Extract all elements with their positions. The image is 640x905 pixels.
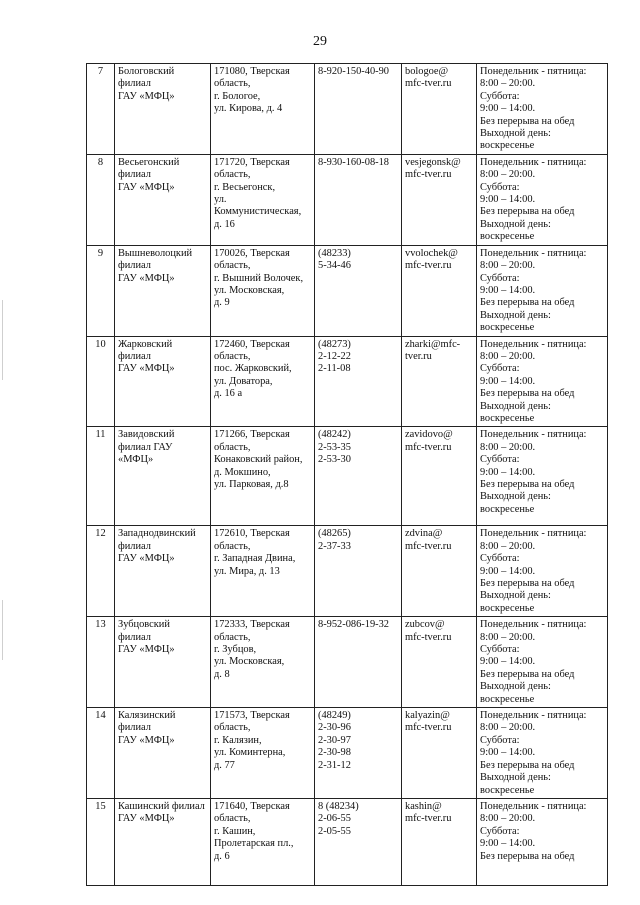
table-row <box>87 798 608 885</box>
hours-line: Выходной день: <box>480 128 551 140</box>
address-cell <box>211 245 315 336</box>
phone-line: 8-930-160-08-18 <box>318 156 389 168</box>
hours-line: Понедельник - пятница: <box>480 800 587 812</box>
hours-line: воскресенье <box>480 231 535 243</box>
phone-cell <box>315 64 402 155</box>
address-line: д. Мокшино, <box>214 466 271 478</box>
table-row <box>87 64 608 155</box>
email-line: vesjegonsk@ <box>405 156 461 168</box>
hours-line: Понедельник - пятница: <box>480 247 587 259</box>
address-line: область, <box>214 169 251 181</box>
scan-edge-mark <box>2 300 3 380</box>
table-row <box>87 617 608 708</box>
hours-line: Суббота: <box>480 553 520 565</box>
address-line: 171266, Тверская <box>214 429 290 441</box>
working-hours-cell <box>477 526 608 617</box>
hours-line: 9:00 – 14:00. <box>480 375 536 387</box>
name-line: филиал <box>118 722 151 734</box>
hours-line: Понедельник - пятница: <box>480 66 587 77</box>
address-cell <box>211 526 315 617</box>
phone-line: 2-31-12 <box>318 759 351 771</box>
email-line: mfc-tver.ru <box>405 631 452 643</box>
address-cell <box>211 708 315 799</box>
address-cell <box>211 427 315 526</box>
name-line: ГАУ «МФЦ» <box>118 181 175 193</box>
phone-line: 8-952-086-19-32 <box>318 619 389 631</box>
email-line: mfc-tver.ru <box>405 722 452 734</box>
address-line: 171720, Тверская <box>214 156 290 168</box>
branch-name-cell <box>115 708 211 799</box>
table-row <box>87 526 608 617</box>
phone-line: 2-06-55 <box>318 813 351 825</box>
address-line: д. 77 <box>214 759 235 771</box>
address-line: 172610, Тверская <box>214 528 290 540</box>
row-number: 7 <box>87 64 115 155</box>
name-line: Калязинский <box>118 710 176 722</box>
email-cell <box>402 154 477 245</box>
address-line: пос. Жарковский, <box>214 363 292 375</box>
working-hours-cell <box>477 427 608 526</box>
email-cell <box>402 526 477 617</box>
email-line: vvolochek@ <box>405 247 458 259</box>
hours-line: 8:00 – 20:00. <box>480 260 536 272</box>
name-line: ГАУ «МФЦ» <box>118 363 175 375</box>
email-line: tver.ru <box>405 350 432 362</box>
address-line: ул. Доватора, <box>214 375 273 387</box>
email-cell <box>402 708 477 799</box>
email-line: mfc-tver.ru <box>405 78 452 90</box>
phone-cell <box>315 245 402 336</box>
table-body <box>87 64 608 886</box>
phone-cell <box>315 617 402 708</box>
phone-line: 8-920-150-40-90 <box>318 66 389 77</box>
hours-line: Выходной день: <box>480 218 551 230</box>
scan-edge-mark <box>2 600 3 660</box>
email-cell <box>402 245 477 336</box>
phone-cell <box>315 798 402 885</box>
branch-name-cell <box>115 427 211 526</box>
name-line: «МФЦ» <box>118 454 154 466</box>
phone-line: 2-05-55 <box>318 825 351 837</box>
working-hours-cell <box>477 708 608 799</box>
address-line: ул. Мира, д. 13 <box>214 565 280 577</box>
hours-line: Без перерыва на обед <box>480 578 575 589</box>
email-line: kalyazin@ <box>405 710 450 722</box>
hours-line: Выходной день: <box>480 772 551 784</box>
email-cell <box>402 336 477 427</box>
table-row <box>87 427 608 526</box>
name-line: Завидовский <box>118 429 175 441</box>
name-line: Зубцовский <box>118 619 170 631</box>
address-cell <box>211 336 315 427</box>
address-line: ул. <box>214 194 227 206</box>
hours-line: Суббота: <box>480 90 520 102</box>
hours-line: Без перерыва на обед <box>480 388 575 400</box>
hours-line: Суббота: <box>480 181 520 193</box>
hours-line: воскресенье <box>480 784 535 796</box>
address-line: г. Кашин, <box>214 825 256 837</box>
hours-line: Выходной день: <box>480 491 551 503</box>
hours-line: Без перерыва на обед <box>480 668 575 680</box>
hours-line: Суббота: <box>480 454 520 466</box>
phone-line: (48233) <box>318 247 351 259</box>
phone-line: 2-30-97 <box>318 734 351 746</box>
row-number: 14 <box>87 708 115 799</box>
phone-line: 2-30-96 <box>318 722 351 734</box>
hours-line: воскресенье <box>480 322 535 334</box>
email-line: mfc-tver.ru <box>405 540 452 552</box>
hours-line: Без перерыва на обед <box>480 297 575 309</box>
hours-line: Понедельник - пятница: <box>480 619 587 631</box>
table-row <box>87 245 608 336</box>
name-line: Весьегонский <box>118 156 180 168</box>
branch-name-cell <box>115 798 211 885</box>
phone-line: (48273) <box>318 338 351 350</box>
email-cell <box>402 617 477 708</box>
email-line: mfc-tver.ru <box>405 441 452 453</box>
phone-line: (48249) <box>318 710 351 722</box>
address-line: ул. Московская, <box>214 656 285 668</box>
hours-line: 8:00 – 20:00. <box>480 169 536 181</box>
name-line: филиал <box>118 631 151 643</box>
hours-line: Выходной день: <box>480 400 551 412</box>
branch-name-cell <box>115 336 211 427</box>
hours-line: Суббота: <box>480 363 520 375</box>
address-line: область, <box>214 631 251 643</box>
name-line: филиал <box>118 169 151 181</box>
hours-line: воскресенье <box>480 503 535 515</box>
hours-line: 9:00 – 14:00. <box>480 656 536 668</box>
phone-cell <box>315 526 402 617</box>
address-line: 171640, Тверская <box>214 800 290 812</box>
email-line: zavidovo@ <box>405 429 453 441</box>
phone-line: (48242) <box>318 429 351 441</box>
name-line: ГАУ «МФЦ» <box>118 553 175 565</box>
phone-cell <box>315 336 402 427</box>
name-line: ГАУ «МФЦ» <box>118 734 175 746</box>
hours-line: Без перерыва на обед <box>480 759 575 771</box>
name-line: филиал <box>118 540 151 552</box>
address-line: 171080, Тверская <box>214 66 290 77</box>
address-line: 172460, Тверская <box>214 338 290 350</box>
address-line: д. 16 <box>214 218 235 230</box>
email-line: kashin@ <box>405 800 442 812</box>
email-line: mfc-tver.ru <box>405 169 452 181</box>
name-line: ГАУ «МФЦ» <box>118 644 175 656</box>
hours-line: воскресенье <box>480 693 535 705</box>
hours-line: Понедельник - пятница: <box>480 156 587 168</box>
address-line: область, <box>214 813 251 825</box>
working-hours-cell <box>477 245 608 336</box>
branch-name-cell <box>115 64 211 155</box>
row-number: 9 <box>87 245 115 336</box>
address-line: д. 16 а <box>214 388 243 400</box>
hours-line: 8:00 – 20:00. <box>480 631 536 643</box>
address-line: область, <box>214 78 251 90</box>
address-line: д. 9 <box>214 297 230 309</box>
hours-line: 8:00 – 20:00. <box>480 722 536 734</box>
page-number: 29 <box>313 34 327 49</box>
name-line: ГАУ «МФЦ» <box>118 813 175 825</box>
address-line: область, <box>214 540 251 552</box>
hours-line: 8:00 – 20:00. <box>480 540 536 552</box>
phone-line: 5-34-46 <box>318 260 351 272</box>
address-line: г. Калязин, <box>214 734 262 746</box>
hours-line: 8:00 – 20:00. <box>480 813 536 825</box>
row-number: 13 <box>87 617 115 708</box>
name-line: филиал <box>118 260 151 272</box>
phone-line: 2-11-08 <box>318 363 351 375</box>
address-cell <box>211 64 315 155</box>
phone-line: 2-30-98 <box>318 747 351 759</box>
address-line: ул. Кирова, д. 4 <box>214 103 283 115</box>
address-line: г. Бологое, <box>214 90 261 102</box>
working-hours-cell <box>477 154 608 245</box>
email-line: mfc-tver.ru <box>405 260 452 272</box>
row-number: 10 <box>87 336 115 427</box>
email-cell <box>402 798 477 885</box>
address-line: г. Западная Двина, <box>214 553 296 565</box>
hours-line: 8:00 – 20:00. <box>480 78 536 90</box>
working-hours-cell <box>477 336 608 427</box>
email-line: bologoe@ <box>405 66 449 77</box>
hours-line: 9:00 – 14:00. <box>480 838 536 850</box>
hours-line: Понедельник - пятница: <box>480 429 587 441</box>
hours-line: Суббота: <box>480 734 520 746</box>
hours-line: 8:00 – 20:00. <box>480 441 536 453</box>
row-number: 15 <box>87 798 115 885</box>
name-line: Бологовский <box>118 66 175 77</box>
hours-line: 9:00 – 14:00. <box>480 284 536 296</box>
email-line: zubcov@ <box>405 619 445 631</box>
phone-line: (48265) <box>318 528 351 540</box>
address-cell <box>211 798 315 885</box>
name-line: филиал ГАУ <box>118 441 173 453</box>
address-cell <box>211 154 315 245</box>
hours-line: Понедельник - пятница: <box>480 338 587 350</box>
hours-line: Суббота: <box>480 825 520 837</box>
hours-line: Выходной день: <box>480 681 551 693</box>
name-line: Вышневолоцкий <box>118 247 193 259</box>
branch-name-cell <box>115 526 211 617</box>
phone-cell <box>315 427 402 526</box>
address-cell <box>211 617 315 708</box>
hours-line: Выходной день: <box>480 590 551 602</box>
phone-line: 2-12-22 <box>318 350 351 362</box>
hours-line: Суббота: <box>480 272 520 284</box>
hours-line: Понедельник - пятница: <box>480 528 587 540</box>
hours-line: 9:00 – 14:00. <box>480 747 536 759</box>
name-line: ГАУ «МФЦ» <box>118 90 175 102</box>
phone-line: 8 (48234) <box>318 800 359 812</box>
row-number: 11 <box>87 427 115 526</box>
hours-line: Выходной день: <box>480 309 551 321</box>
branches-table <box>86 63 608 886</box>
address-line: 171573, Тверская <box>214 710 290 722</box>
hours-line: Суббота: <box>480 644 520 656</box>
address-line: 170026, Тверская <box>214 247 290 259</box>
hours-line: 9:00 – 14:00. <box>480 194 536 206</box>
address-line: 172333, Тверская <box>214 619 290 631</box>
branch-name-cell <box>115 245 211 336</box>
name-line: филиал <box>118 78 151 90</box>
name-line: ГАУ «МФЦ» <box>118 272 175 284</box>
row-number: 12 <box>87 526 115 617</box>
address-line: ул. Парковая, д.8 <box>214 479 289 490</box>
hours-line: Без перерыва на обед <box>480 115 575 127</box>
email-line: mfc-tver.ru <box>405 813 452 825</box>
hours-line: 9:00 – 14:00. <box>480 565 536 577</box>
name-line: Жарковский <box>118 338 173 350</box>
name-line: филиал <box>118 350 151 362</box>
phone-line: 2-37-33 <box>318 540 351 552</box>
hours-line: воскресенье <box>480 412 535 424</box>
name-line: Западнодвинский <box>118 528 196 540</box>
hours-line: Без перерыва на обед <box>480 850 575 862</box>
row-number: 8 <box>87 154 115 245</box>
email-cell <box>402 427 477 526</box>
hours-line: 9:00 – 14:00. <box>480 466 536 478</box>
working-hours-cell <box>477 617 608 708</box>
address-line: д. 6 <box>214 850 230 862</box>
address-line: г. Вышний Волочек, <box>214 272 304 284</box>
email-cell <box>402 64 477 155</box>
phone-cell <box>315 154 402 245</box>
address-line: Пролетарская пл., <box>214 838 294 850</box>
address-line: д. 8 <box>214 668 230 680</box>
address-line: г. Весьегонск, <box>214 181 276 193</box>
phone-line: 2-53-35 <box>318 441 351 453</box>
address-line: Конаковский район, <box>214 454 303 466</box>
address-line: область, <box>214 350 251 362</box>
email-line: zharki@mfc- <box>405 338 461 350</box>
hours-line: Без перерыва на обед <box>480 206 575 218</box>
address-line: ул. Коминтерна, <box>214 747 286 759</box>
address-line: Коммунистическая, <box>214 206 302 218</box>
branch-name-cell <box>115 617 211 708</box>
address-line: г. Зубцов, <box>214 644 257 656</box>
address-line: область, <box>214 722 251 734</box>
hours-line: воскресенье <box>480 602 535 614</box>
hours-line: воскресенье <box>480 140 535 152</box>
table-row <box>87 336 608 427</box>
phone-cell <box>315 708 402 799</box>
working-hours-cell <box>477 798 608 885</box>
address-line: ул. Московская, <box>214 284 285 296</box>
name-line: Кашинский филиал <box>118 800 205 812</box>
working-hours-cell <box>477 64 608 155</box>
hours-line: 8:00 – 20:00. <box>480 350 536 362</box>
branch-name-cell <box>115 154 211 245</box>
hours-line: Понедельник - пятница: <box>480 710 587 722</box>
hours-line: Без перерыва на обед <box>480 479 575 490</box>
address-line: область, <box>214 441 251 453</box>
hours-line: 9:00 – 14:00. <box>480 103 536 115</box>
table-row <box>87 154 608 245</box>
address-line: область, <box>214 260 251 272</box>
table-row <box>87 708 608 799</box>
phone-line: 2-53-30 <box>318 454 351 466</box>
email-line: zdvina@ <box>405 528 443 540</box>
